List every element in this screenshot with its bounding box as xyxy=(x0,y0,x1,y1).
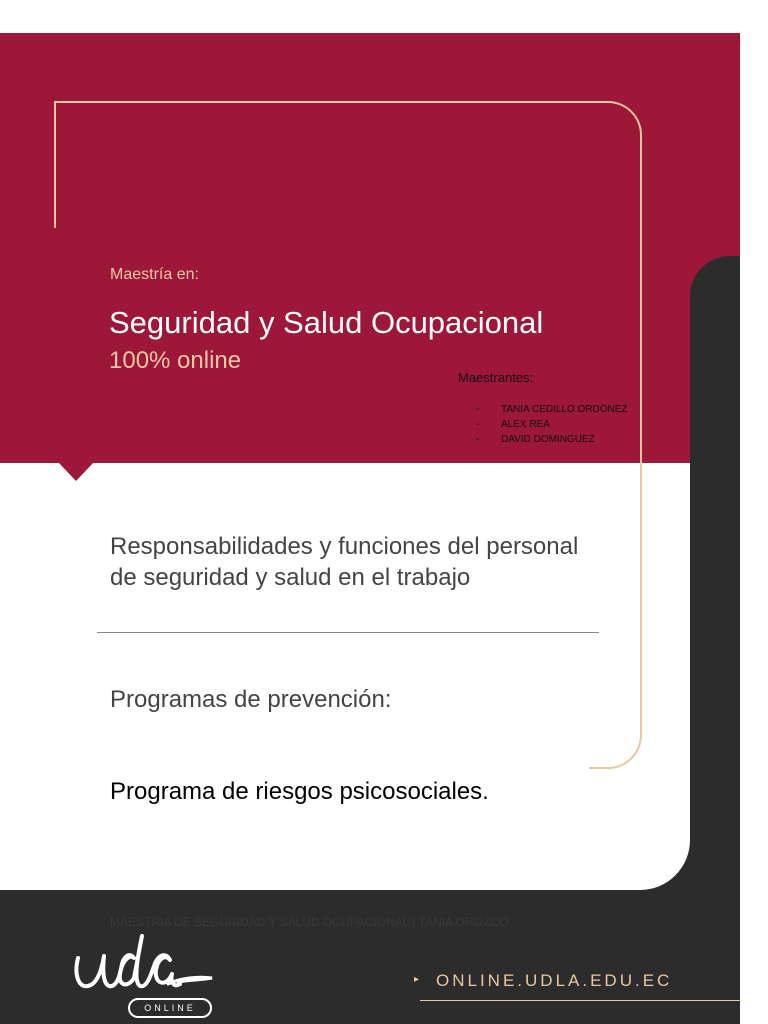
program-title: Seguridad y Salud Ocupacional xyxy=(109,305,544,340)
program-tag: 100% online xyxy=(109,347,242,374)
section-title: Programas de prevención: xyxy=(110,686,392,713)
decorative-frame-mask xyxy=(54,750,589,772)
decorative-frame-left xyxy=(54,101,56,228)
url-arrow-icon: ▸ xyxy=(414,974,420,985)
heading-divider xyxy=(97,632,599,633)
header-band-corner xyxy=(690,256,740,463)
url-underline xyxy=(420,1000,740,1001)
student-item: - TANIA CEDILLO ORDONEZ xyxy=(476,404,628,415)
program-name: Programa de riesgos psicosociales. xyxy=(110,778,489,805)
document-heading: Responsabilidades y funciones del personal de seguridad y salud en el trabajo xyxy=(110,533,579,591)
students-list xyxy=(476,402,628,447)
website-link[interactable]: ONLINE.UDLA.EDU.EC xyxy=(436,971,673,990)
student-item: - DAVID DOMINGUEZ xyxy=(476,434,595,445)
student-item: - ALEX REA xyxy=(476,419,550,430)
students-label: Maestrantes: xyxy=(458,370,534,385)
footer-note: MAESTRIA DE SEGURIDAD Y SALUD OCUPACIONAL | TANIA OROZCO xyxy=(110,915,509,929)
program-subtitle: Maestría en: xyxy=(110,266,199,283)
online-badge: ONLINE xyxy=(128,998,212,1018)
